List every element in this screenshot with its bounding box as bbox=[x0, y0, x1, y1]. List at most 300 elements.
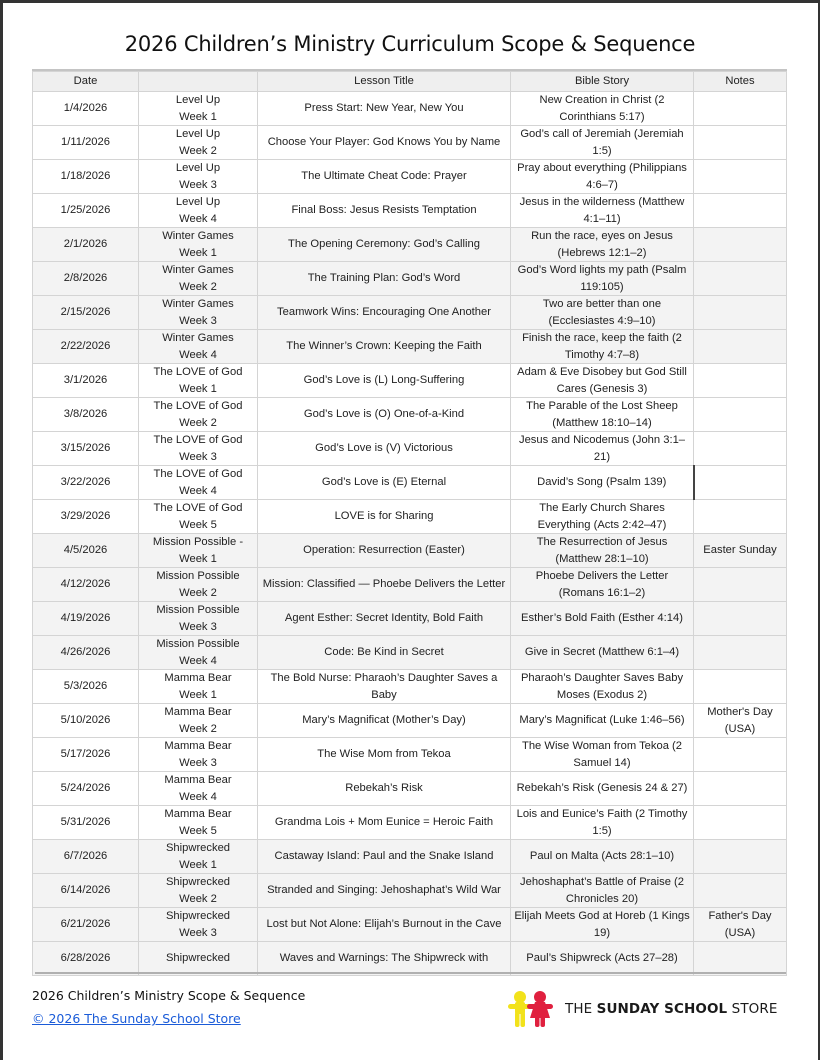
cell-lesson-title[interactable] bbox=[258, 806, 511, 840]
footer-title: 2026 Children’s Ministry Scope & Sequence bbox=[32, 988, 306, 1003]
date-text: 3/29/2026 bbox=[60, 510, 111, 523]
cell-bible-story[interactable] bbox=[511, 500, 694, 534]
bible-story-text: The Parable of the Lost Sheep (Matthew 18:10–14) bbox=[526, 400, 678, 429]
cell-notes[interactable] bbox=[694, 806, 787, 840]
cell-notes[interactable] bbox=[694, 126, 787, 160]
date-text: 5/24/2026 bbox=[60, 782, 111, 795]
week-text: Week 4 bbox=[179, 484, 217, 497]
table-row bbox=[33, 364, 787, 398]
week-text: Week 1 bbox=[179, 858, 217, 871]
table-row bbox=[33, 228, 787, 262]
cell-series[interactable] bbox=[139, 466, 258, 500]
lesson-title-text: Waves and Warnings: The Shipwreck with bbox=[279, 952, 489, 964]
cell-lesson-title[interactable] bbox=[258, 636, 511, 670]
lesson-title-text: Mission: Classified — Phoebe Delivers the Letter bbox=[262, 578, 506, 591]
cell-bible-story[interactable] bbox=[511, 194, 694, 228]
cell-bible-story[interactable] bbox=[511, 364, 694, 398]
bible-story-text: Rebekah’s Risk (Genesis 24 & 27) bbox=[516, 782, 688, 795]
cell-series[interactable] bbox=[139, 296, 258, 330]
lesson-title-text: Castaway Island: Paul and the Snake Island bbox=[274, 850, 494, 863]
header-date[interactable]: Date bbox=[33, 72, 139, 92]
notes-text: Father's Day (USA) bbox=[708, 910, 772, 939]
bible-story-text: Give in Secret (Matthew 6:1–4) bbox=[524, 646, 680, 659]
table-row bbox=[33, 432, 787, 466]
cell-bible-story[interactable] bbox=[511, 160, 694, 194]
cell-series[interactable] bbox=[139, 874, 258, 908]
cell-notes[interactable] bbox=[694, 772, 787, 806]
logo-text-prefix: THE bbox=[565, 1001, 593, 1017]
cell-series[interactable] bbox=[139, 772, 258, 806]
cell-series[interactable] bbox=[139, 398, 258, 432]
cell-bible-story[interactable] bbox=[511, 772, 694, 806]
series-text: Shipwrecked bbox=[165, 876, 231, 888]
cell-notes[interactable] bbox=[694, 296, 787, 330]
cell-series[interactable] bbox=[139, 568, 258, 602]
cell-notes[interactable] bbox=[694, 228, 787, 262]
week-text: Week 3 bbox=[179, 756, 217, 769]
series-text: Mamma Bear bbox=[164, 706, 232, 718]
date-text: 3/15/2026 bbox=[60, 442, 111, 455]
cell-date[interactable] bbox=[33, 840, 139, 874]
lesson-title-text: The Opening Ceremony: God’s Calling bbox=[288, 238, 480, 251]
date-text: 5/3/2026 bbox=[63, 680, 108, 693]
logo-wordmark bbox=[565, 1001, 778, 1017]
cell-series[interactable] bbox=[139, 160, 258, 194]
cell-date[interactable] bbox=[33, 704, 139, 738]
date-text: 2/15/2026 bbox=[60, 306, 111, 319]
series-text: Mamma Bear bbox=[164, 808, 232, 820]
table-row bbox=[33, 92, 787, 126]
cell-bible-story[interactable] bbox=[511, 398, 694, 432]
cell-date[interactable] bbox=[33, 126, 139, 160]
cell-lesson-title[interactable] bbox=[258, 466, 511, 500]
cell-notes[interactable] bbox=[694, 840, 787, 874]
cell-series[interactable] bbox=[139, 92, 258, 126]
cell-date[interactable] bbox=[33, 942, 139, 976]
lesson-title-text: Lost but Not Alone: Elijah’s Burnout in the Cave bbox=[266, 918, 502, 931]
page-title: 2026 Children’s Ministry Curriculum Scope & Sequence bbox=[124, 32, 696, 56]
header-series[interactable] bbox=[139, 72, 258, 92]
cell-bible-story[interactable] bbox=[511, 262, 694, 296]
lesson-title-text: Choose Your Player: God Knows You by Name bbox=[267, 136, 501, 149]
table-row bbox=[33, 568, 787, 602]
bible-story-text: The Wise Woman from Tekoa (2 Samuel 14) bbox=[522, 740, 682, 769]
notes-text: Easter Sunday bbox=[703, 544, 777, 557]
cell-bible-story[interactable] bbox=[511, 704, 694, 738]
cell-date[interactable] bbox=[33, 160, 139, 194]
cell-lesson-title[interactable] bbox=[258, 296, 511, 330]
cell-bible-story[interactable] bbox=[511, 126, 694, 160]
lesson-title-text: The Training Plan: God’s Word bbox=[307, 272, 461, 285]
cell-bible-story[interactable] bbox=[511, 432, 694, 466]
cell-notes[interactable] bbox=[694, 432, 787, 466]
week-text: Week 4 bbox=[179, 348, 217, 361]
date-text: 5/17/2026 bbox=[60, 748, 111, 761]
date-text: 3/22/2026 bbox=[60, 476, 111, 489]
cell-date[interactable] bbox=[33, 636, 139, 670]
table-row bbox=[33, 500, 787, 534]
cell-lesson-title[interactable] bbox=[258, 670, 511, 704]
lesson-title-text: God’s Love is (E) Eternal bbox=[321, 476, 447, 489]
table-row bbox=[33, 670, 787, 704]
series-text: Mission Possible bbox=[156, 570, 240, 582]
lesson-title-text: Operation: Resurrection (Easter) bbox=[303, 544, 465, 557]
cell-bible-story[interactable] bbox=[511, 534, 694, 568]
cell-date[interactable] bbox=[33, 330, 139, 364]
cell-lesson-title[interactable] bbox=[258, 92, 511, 126]
paper-dolls-icon bbox=[507, 990, 557, 1028]
cell-notes[interactable] bbox=[694, 874, 787, 908]
date-text: 1/18/2026 bbox=[60, 170, 111, 183]
week-text: Week 3 bbox=[179, 314, 217, 327]
cell-series[interactable] bbox=[139, 942, 258, 976]
series-text: The LOVE of God bbox=[153, 366, 243, 378]
table-row bbox=[33, 874, 787, 908]
week-text: Week 3 bbox=[179, 926, 217, 939]
cell-date[interactable] bbox=[33, 874, 139, 908]
logo-text-bold: SUNDAY SCHOOL bbox=[596, 1001, 728, 1017]
table-row bbox=[33, 704, 787, 738]
week-text: Week 4 bbox=[179, 654, 217, 667]
footer-divider bbox=[35, 972, 786, 974]
cell-lesson-title[interactable] bbox=[258, 942, 511, 976]
bible-story-text: The Resurrection of Jesus (Matthew 28:1–10) bbox=[536, 536, 668, 565]
cell-lesson-title[interactable] bbox=[258, 432, 511, 466]
series-text: Level Up bbox=[175, 162, 221, 174]
cell-lesson-title[interactable] bbox=[258, 160, 511, 194]
week-text: Week 2 bbox=[179, 892, 217, 905]
cell-series[interactable] bbox=[139, 228, 258, 262]
table-row bbox=[33, 194, 787, 228]
table-row bbox=[33, 806, 787, 840]
cell-series[interactable] bbox=[139, 500, 258, 534]
cell-lesson-title[interactable] bbox=[258, 500, 511, 534]
bible-story-text: Jehoshaphat’s Battle of Praise (2 Chronicles 20) bbox=[520, 876, 684, 905]
lesson-title-text: Final Boss: Jesus Resists Temptation bbox=[291, 204, 477, 217]
table-header-row bbox=[33, 72, 787, 92]
date-text: 6/7/2026 bbox=[63, 850, 108, 863]
cell-notes[interactable] bbox=[694, 670, 787, 704]
header-notes[interactable]: Notes bbox=[694, 72, 787, 92]
cell-lesson-title[interactable] bbox=[258, 840, 511, 874]
cell-notes[interactable] bbox=[694, 500, 787, 534]
lesson-title-text: LOVE is for Sharing bbox=[334, 510, 434, 523]
bible-story-text: Phoebe Delivers the Letter (Romans 16:1–2) bbox=[535, 570, 669, 599]
series-text: The LOVE of God bbox=[153, 502, 243, 514]
week-text: Week 1 bbox=[179, 688, 217, 701]
cell-series[interactable] bbox=[139, 806, 258, 840]
lesson-title-text: The Wise Mom from Tekoa bbox=[317, 748, 451, 761]
cell-lesson-title[interactable] bbox=[258, 262, 511, 296]
bible-story-text: Two are better than one (Ecclesiastes 4:9–10) bbox=[542, 298, 662, 327]
week-text: Week 1 bbox=[179, 246, 217, 259]
series-text: Mission Possible - bbox=[152, 536, 244, 548]
cell-lesson-title[interactable] bbox=[258, 602, 511, 636]
cell-date[interactable] bbox=[33, 398, 139, 432]
header-bible-story[interactable]: Bible Story bbox=[511, 72, 694, 92]
table-row bbox=[33, 160, 787, 194]
cell-notes[interactable] bbox=[694, 330, 787, 364]
cell-date[interactable] bbox=[33, 534, 139, 568]
series-text: Winter Games bbox=[162, 332, 234, 344]
cell-lesson-title[interactable] bbox=[258, 330, 511, 364]
cell-notes[interactable] bbox=[694, 738, 787, 772]
cell-lesson-title[interactable] bbox=[258, 194, 511, 228]
cell-series[interactable] bbox=[139, 534, 258, 568]
cell-lesson-title[interactable] bbox=[258, 704, 511, 738]
lesson-title-text: The Bold Nurse: Pharaoh’s Daughter Saves a Baby bbox=[270, 672, 498, 701]
store-logo[interactable] bbox=[507, 990, 778, 1028]
table-row bbox=[33, 330, 787, 364]
table-row bbox=[33, 398, 787, 432]
date-text: 3/1/2026 bbox=[63, 374, 108, 387]
cell-date[interactable] bbox=[33, 364, 139, 398]
bible-story-text: The Early Church Shares Everything (Acts 2:42–47) bbox=[537, 502, 667, 531]
cell-bible-story[interactable] bbox=[511, 636, 694, 670]
cell-date[interactable] bbox=[33, 228, 139, 262]
lesson-title-text: Mary’s Magnificat (Mother’s Day) bbox=[302, 714, 466, 727]
cell-bible-story[interactable] bbox=[511, 908, 694, 942]
cell-bible-story[interactable] bbox=[511, 670, 694, 704]
bible-story-text: Jesus in the wilderness (Matthew 4:1–11) bbox=[519, 196, 685, 225]
bible-story-text: Adam & Eve Disobey but God Still Cares (Genesis 3) bbox=[517, 366, 687, 395]
cell-date[interactable] bbox=[33, 806, 139, 840]
cell-notes[interactable] bbox=[694, 92, 787, 126]
cell-lesson-title[interactable] bbox=[258, 908, 511, 942]
yellow-doll-icon bbox=[508, 991, 532, 1027]
bible-story-text: God’s Word lights my path (Psalm 119:105) bbox=[517, 264, 687, 293]
cell-notes[interactable] bbox=[694, 160, 787, 194]
cell-notes[interactable] bbox=[694, 704, 787, 738]
lesson-title-text: Stranded and Singing: Jehoshaphat’s Wild War bbox=[267, 884, 501, 897]
cell-notes[interactable] bbox=[694, 262, 787, 296]
bible-story-text: Paul’s Shipwreck (Acts 27–28) bbox=[526, 952, 678, 964]
cell-series[interactable] bbox=[139, 908, 258, 942]
week-text: Week 2 bbox=[179, 586, 217, 599]
week-text: Week 1 bbox=[179, 382, 217, 395]
cell-date[interactable] bbox=[33, 466, 139, 500]
cell-date[interactable] bbox=[33, 670, 139, 704]
cell-series[interactable] bbox=[139, 330, 258, 364]
cell-notes[interactable] bbox=[694, 364, 787, 398]
lesson-title-text: Press Start: New Year, New You bbox=[304, 102, 464, 115]
cell-lesson-title[interactable] bbox=[258, 364, 511, 398]
series-text: Mission Possible bbox=[156, 604, 240, 616]
schedule-table-container bbox=[32, 69, 787, 964]
lesson-title-text: God’s Love is (L) Long-Suffering bbox=[303, 374, 465, 387]
bible-story-text: Run the race, eyes on Jesus (Hebrews 12:1–2) bbox=[531, 230, 673, 259]
cell-bible-story[interactable] bbox=[511, 568, 694, 602]
date-text: 2/22/2026 bbox=[60, 340, 111, 353]
cell-series[interactable] bbox=[139, 364, 258, 398]
week-text: Week 2 bbox=[179, 416, 217, 429]
table-row bbox=[33, 772, 787, 806]
table-row bbox=[33, 840, 787, 874]
week-text: Week 2 bbox=[179, 280, 217, 293]
cell-notes[interactable] bbox=[694, 602, 787, 636]
cell-date[interactable] bbox=[33, 262, 139, 296]
cell-notes[interactable] bbox=[694, 568, 787, 602]
cell-lesson-title[interactable] bbox=[258, 534, 511, 568]
series-text: Shipwrecked bbox=[165, 952, 231, 964]
cell-bible-story[interactable] bbox=[511, 330, 694, 364]
table-row bbox=[33, 738, 787, 772]
series-text: The LOVE of God bbox=[153, 468, 243, 480]
table-row bbox=[33, 534, 787, 568]
cell-series[interactable] bbox=[139, 704, 258, 738]
red-doll-icon bbox=[527, 991, 553, 1027]
week-text: Week 5 bbox=[179, 824, 217, 837]
cell-bible-story[interactable] bbox=[511, 840, 694, 874]
table-row bbox=[33, 636, 787, 670]
cell-date[interactable] bbox=[33, 602, 139, 636]
cell-bible-story[interactable] bbox=[511, 228, 694, 262]
bible-story-text: Jesus and Nicodemus (John 3:1–21) bbox=[518, 434, 686, 463]
lesson-title-text: The Winner’s Crown: Keeping the Faith bbox=[286, 340, 482, 353]
date-text: 6/14/2026 bbox=[60, 884, 111, 897]
date-text: 3/8/2026 bbox=[63, 408, 108, 421]
date-text: 1/11/2026 bbox=[61, 136, 110, 149]
series-text: Level Up bbox=[175, 196, 221, 208]
cell-series[interactable] bbox=[139, 840, 258, 874]
bible-story-text: God’s call of Jeremiah (Jeremiah 1:5) bbox=[520, 128, 684, 157]
series-text: Mamma Bear bbox=[164, 774, 232, 786]
series-text: Level Up bbox=[175, 128, 221, 140]
cell-series[interactable] bbox=[139, 432, 258, 466]
table-row bbox=[33, 296, 787, 330]
cell-notes[interactable] bbox=[694, 636, 787, 670]
lesson-title-text: God’s Love is (O) One-of-a-Kind bbox=[303, 408, 465, 421]
cell-notes[interactable] bbox=[694, 534, 787, 568]
series-text: The LOVE of God bbox=[153, 400, 243, 412]
week-text: Week 5 bbox=[179, 518, 217, 531]
lesson-title-text: Agent Esther: Secret Identity, Bold Faith bbox=[284, 612, 484, 625]
cell-lesson-title[interactable] bbox=[258, 772, 511, 806]
series-text: Level Up bbox=[175, 94, 221, 106]
lesson-title-text: Grandma Lois + Mom Eunice = Heroic Faith bbox=[274, 816, 494, 829]
date-text: 5/31/2026 bbox=[60, 816, 111, 829]
cell-bible-story[interactable] bbox=[511, 806, 694, 840]
cell-date[interactable] bbox=[33, 432, 139, 466]
cell-date[interactable] bbox=[33, 568, 139, 602]
cell-notes[interactable] bbox=[694, 398, 787, 432]
cell-date[interactable] bbox=[33, 500, 139, 534]
schedule-table bbox=[32, 71, 787, 976]
cell-bible-story[interactable] bbox=[511, 942, 694, 976]
logo-text-suffix: STORE bbox=[731, 1001, 778, 1017]
week-text: Week 4 bbox=[179, 790, 217, 803]
cell-series[interactable] bbox=[139, 738, 258, 772]
cell-bible-story[interactable] bbox=[511, 738, 694, 772]
cell-lesson-title[interactable] bbox=[258, 738, 511, 772]
bible-story-text: Pharaoh’s Daughter Saves Baby Moses (Exodus 2) bbox=[520, 672, 684, 701]
cell-date[interactable] bbox=[33, 296, 139, 330]
table-row bbox=[33, 126, 787, 160]
week-text: Week 2 bbox=[179, 722, 217, 735]
cell-notes[interactable] bbox=[694, 194, 787, 228]
week-text: Week 1 bbox=[179, 552, 217, 565]
cell-series[interactable] bbox=[139, 670, 258, 704]
week-text: Week 4 bbox=[179, 212, 217, 225]
date-text: 6/21/2026 bbox=[60, 918, 111, 931]
date-text: 4/5/2026 bbox=[63, 544, 108, 557]
cell-bible-story[interactable] bbox=[511, 602, 694, 636]
cell-lesson-title[interactable] bbox=[258, 874, 511, 908]
series-text: Winter Games bbox=[162, 298, 234, 310]
cell-lesson-title[interactable] bbox=[258, 126, 511, 160]
table-row bbox=[33, 262, 787, 296]
lesson-title-text: God’s Love is (V) Victorious bbox=[315, 442, 453, 455]
week-text: Week 2 bbox=[179, 144, 217, 157]
series-text: Mission Possible bbox=[156, 638, 240, 650]
table-row bbox=[33, 942, 787, 976]
cell-lesson-title[interactable] bbox=[258, 228, 511, 262]
date-text: 4/26/2026 bbox=[60, 646, 111, 659]
lesson-title-text: Rebekah’s Risk bbox=[345, 782, 423, 795]
cell-series[interactable] bbox=[139, 262, 258, 296]
table-body bbox=[33, 92, 787, 976]
date-text: 2/8/2026 bbox=[63, 272, 108, 285]
bible-story-text: Mary’s Magnificat (Luke 1:46–56) bbox=[519, 714, 685, 727]
cell-notes[interactable] bbox=[694, 942, 787, 976]
cell-bible-story[interactable] bbox=[511, 296, 694, 330]
cell-lesson-title[interactable] bbox=[258, 398, 511, 432]
bible-story-text: Finish the race, keep the faith (2 Timothy 4:7–8) bbox=[522, 332, 682, 361]
bible-story-text: Paul on Malta (Acts 28:1–10) bbox=[529, 850, 675, 863]
cell-notes[interactable] bbox=[694, 908, 787, 942]
notes-text: Mother's Day (USA) bbox=[707, 706, 773, 735]
copyright-link[interactable]: © 2026 The Sunday School Store bbox=[32, 1011, 241, 1026]
header-lesson-title[interactable]: Lesson Title bbox=[258, 72, 511, 92]
week-text: Week 3 bbox=[179, 620, 217, 633]
series-text: Shipwrecked bbox=[165, 910, 231, 922]
cell-series[interactable] bbox=[139, 636, 258, 670]
table-row bbox=[33, 466, 787, 500]
cell-date[interactable] bbox=[33, 772, 139, 806]
cell-bible-story[interactable] bbox=[511, 92, 694, 126]
cell-date[interactable] bbox=[33, 738, 139, 772]
cell-lesson-title[interactable] bbox=[258, 568, 511, 602]
series-text: Shipwrecked bbox=[165, 842, 231, 854]
bible-story-text: David’s Song (Psalm 139) bbox=[537, 476, 667, 489]
lesson-title-text: Code: Be Kind in Secret bbox=[324, 646, 444, 659]
cell-date[interactable] bbox=[33, 908, 139, 942]
series-text: Winter Games bbox=[162, 264, 234, 276]
week-text: Week 1 bbox=[179, 110, 217, 123]
date-text: 2/1/2026 bbox=[63, 238, 108, 251]
cell-date[interactable] bbox=[33, 194, 139, 228]
series-text: Mamma Bear bbox=[164, 672, 232, 684]
table-row bbox=[33, 602, 787, 636]
cell-series[interactable] bbox=[139, 602, 258, 636]
cell-bible-story[interactable] bbox=[511, 466, 694, 500]
date-text: 5/10/2026 bbox=[60, 714, 111, 727]
cell-series[interactable] bbox=[139, 194, 258, 228]
series-text: The LOVE of God bbox=[153, 434, 243, 446]
week-text: Week 3 bbox=[179, 178, 217, 191]
bible-story-text: Pray about everything (Philippians 4:6–7) bbox=[517, 162, 687, 191]
week-text: Week 3 bbox=[179, 450, 217, 463]
cell-notes[interactable] bbox=[694, 466, 787, 500]
bible-story-text: Esther’s Bold Faith (Esther 4:14) bbox=[521, 612, 683, 625]
date-text: 1/4/2026 bbox=[63, 102, 108, 115]
date-text: 4/19/2026 bbox=[60, 612, 111, 625]
cell-series[interactable] bbox=[139, 126, 258, 160]
bible-story-text: New Creation in Christ (2 Corinthians 5:17) bbox=[539, 94, 665, 123]
cell-bible-story[interactable] bbox=[511, 874, 694, 908]
cell-date[interactable] bbox=[33, 92, 139, 126]
lesson-title-text: Teamwork Wins: Encouraging One Another bbox=[277, 306, 491, 319]
